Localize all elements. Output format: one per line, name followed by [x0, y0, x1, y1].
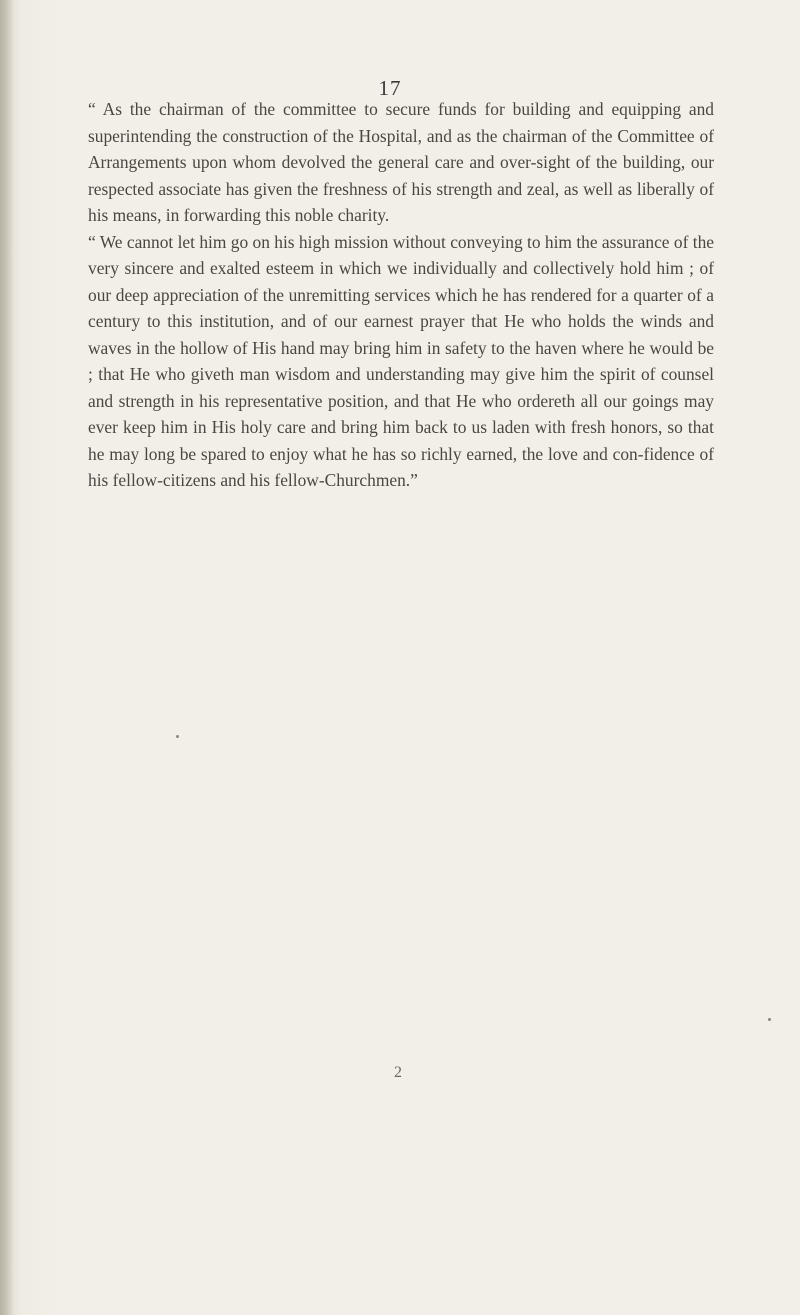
paper-speck — [176, 735, 179, 738]
signature-mark: 2 — [394, 1064, 402, 1081]
body-text — [88, 96, 714, 494]
paper-speck — [768, 1018, 771, 1021]
gutter-shadow — [0, 0, 14, 1315]
paragraph-1: “ As the chairman of the committee to secure funds for building and equipping and superintending the construction of the Hospital, and as the chairman of the Committee of Arrangements upon whom devolved the general care and over-sight of the building, our respected associate has given the freshness of his strength and zeal, as well as liberally of his means, in forwarding this noble charity. — [88, 99, 714, 225]
page-number: 17 — [378, 76, 402, 100]
paragraph-2: “ We cannot let him go on his high mission without conveying to him the assurance of the very sincere and exalted esteem in which we individually and collectively hold him ; of our deep appreciation of the unremitting services which he has rendered for a quarter of a century to this institution, and of our earnest prayer that He who holds the winds and waves in the hollow of His hand may bring him in safety to the haven where he would be ; that He who giveth man wisdom and understanding may give him the spirit of counsel and strength in his representative position, and that He who ordereth all our goings may ever keep him in His holy care and bring him back to us laden with fresh honors, so that he may long be spared to enjoy what he has so richly earned, the love and con-fidence of his fellow-citizens and his fellow-Churchmen.” — [88, 231, 714, 490]
